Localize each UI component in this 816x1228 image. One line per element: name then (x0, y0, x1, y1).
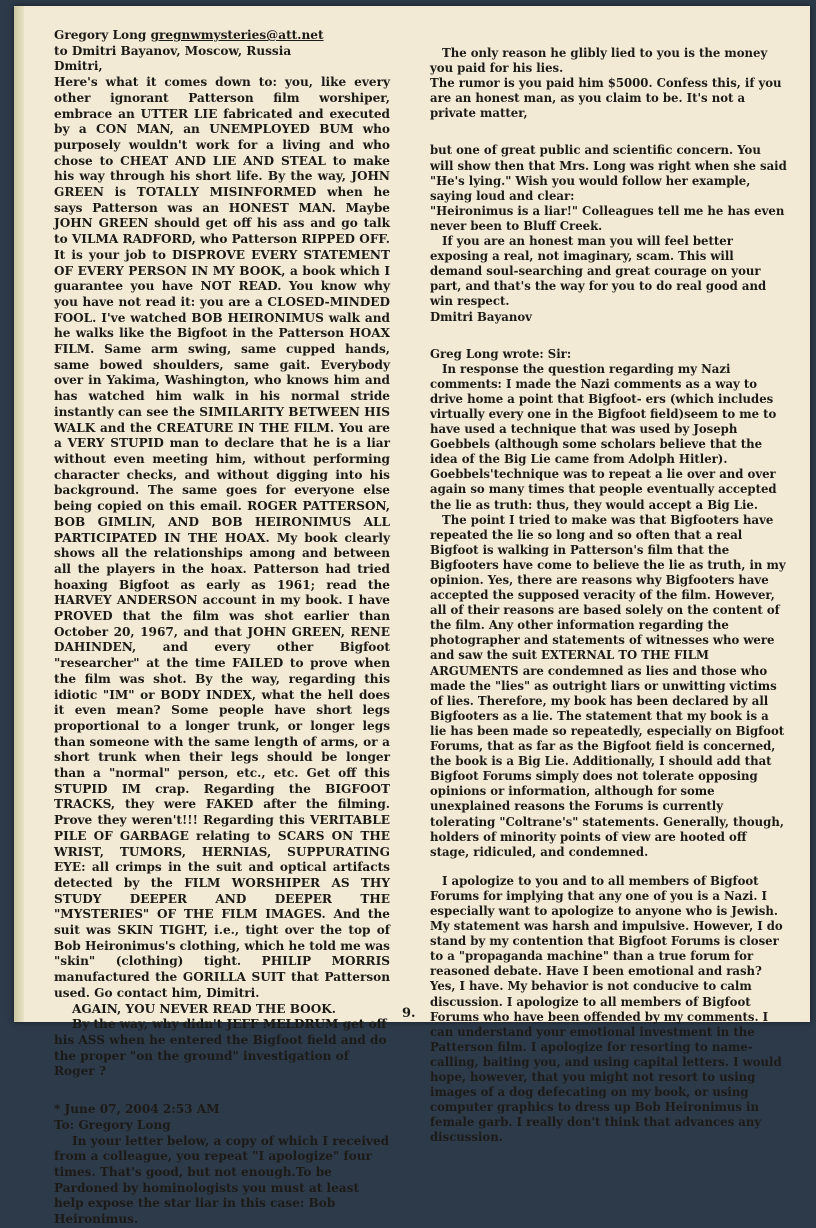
paragraph-9: I apologize to you and to all members of Bigfoot Forums for implying that any one of you is a Nazi. I especially want to apologize to anyone who is Jewish. My statement was harsh and impulsive. However, I do stand by my contention that Bigfoot Forums is closer to a "propaganda machine" than a true forum for reasoned debate. Have I been emotional and rash? Yes, I have. My behavior is not conducive to calm discussion. I apologize to all members of Bigfoot Forums who have been offended by my comments. I can understand your emotional investment in the Patterson film. I apologize for resorting to name-calling, baiting you, and using capital letters. I would hope, however, that you might not resort to using images of a dog defecating on my book, or using computer graphics to dress up Bob Heironimus in female garb. I really don't think that advances any discussion. (430, 873, 783, 1145)
salutation: Dmitri, (54, 59, 103, 74)
greg-wrote-line: Greg Long wrote: Sir: (430, 346, 572, 361)
paragraph-8: The point I tried to make was that Bigfooters have repeated the lie so long and so often that a real Bigfoot is walking in Patterson's film that the Bigfooters have come to believe the lie as truth, in my opinion. Yes, there are reasons why Bigfooters have accepted the supposed veracity of the film. However, all of their reasons are based solely on the content of the film. Any other information regarding the photographer and statements of witnesses who were and saw the suit EXTERNAL TO THE FILM ARGUMENTS are condemned as lies and those who made the "lies" as outright liars or unwitting victims of lies. Therefore, my book has been declared by all Bigfooters as a lie. The statement that my book is a lie has been made so repeatedly, especially on Bigfoot Forums, that as far as the Bigfoot field is concerned, the book is a Big Lie. Additionally, I should add that Bigfoot Forums simply does not tolerate opposing opinions or information, although for some unexplained reasons the Forums is currently tolerating "Coltrane's" statements. Generally, though, holders of minority points of view are hooted off stage, ridiculed, and condemned. (430, 512, 786, 859)
paragraph-7: Goebbels'technique was to repeat a lie over and over again so many times that people eventually accepted the lie as truth: thus, they would accept a Big Lie. (430, 467, 777, 512)
scanned-page (14, 6, 810, 1227)
recipient-line: to Dmitri Bayanov, Moscow, Russia (54, 43, 292, 58)
meldrum-paragraph: By the way, why didn't JEFF MELDRUM get off his ASS when he entered the Bigfoot field and do the proper "on the ground" investigation of Roger ? (54, 1017, 387, 1079)
left-column (54, 28, 390, 1228)
paragraph-2: The rumor is you paid him $5000. Confess this, if you are an honest man, as you claim to be. It's not a private matter, (430, 76, 782, 121)
sender-name: Gregory Long (54, 28, 147, 42)
paragraph-6: In response the question regarding my Nazi comments: I made the Nazi comments as a way to drive home a point that Bigfoot- ers (which includes virtually every one in the Bigfoot field)seem to me to have used a technique that was used by Joseph Goebbels (although some scholars believe that the idea of the Big Lie came from Adolph Hitler). (430, 361, 777, 467)
sender-line (54, 28, 390, 44)
sender-email: gregnwmysteries@att.net (150, 28, 324, 42)
never-read-line: AGAIN, YOU NEVER READ THE BOOK. (72, 1001, 336, 1016)
paragraph-1: The only reason he glibly lied to you is the money you paid for his lies. (430, 46, 768, 76)
paragraph-5: If you are an honest man you will feel better exposing a real, not imaginary, scam. This will demand soul-searching and great courage on your part, and that's the way for you to do real good and win respect. (430, 234, 767, 309)
reply-to: To: Gregory Long (54, 1117, 171, 1132)
page-number: 9. (402, 1006, 416, 1021)
letter-body: Here's what it comes down to: you, like every other ignorant Patterson film worshiper, embrace an UTTER LIE fabricated and executed by a CON MAN, an UNEMPLOYED BUM who purposely wouldn't work for a living and who chose to CHEAT AND LIE AND STEAL to make his way through his short life. By the way, JOHN GREEN is TOTALLY MISINFORMED when he says Patterson was an HONEST MAN. Maybe JOHN GREEN should get off his ass and go talk to VILMA RADFORD, who Patterson RIPPED OFF. It is your job to DISPROVE EVERY STATEMENT OF EVERY PERSON IN MY BOOK, a book which I guarantee you have NOT READ. You know why you have not read it: you are a CLOSED-MINDED FOOL. I've watched BOB HEIRONIMUS walk and he walks like the Bigfoot in the Patterson HOAX FILM. Same arm swing, same cupped hands, same bowed shoulders, same gait. Everybody over in Yakima, Washington, who knows him and has watched him walk in his normal stride instantly can see the SIMILARITY BETWEEN HIS WALK and the CREATURE IN THE FILM. You are a VERY STUPID man to declare that he is a liar without even meeting him, without performing character checks, and without digging into his background. The same goes for everyone else being copied on this email. ROGER PATTERSON, BOB GIMLIN, AND BOB HEIRONIMUS ALL PARTICIPATED IN THE HOAX. My book clearly shows all the relationships among and between all the players in the hoax. Patterson had tried hoaxing Bigfoot as early as 1961; read the HARVEY ANDERSON account in my book. I have PROVED that the film was shot earlier than October 20, 1967, and that JOHN GREEN, RENE DAHINDEN, and every other Bigfoot "researcher" at the time FAILED to prove when the film was shot. By the way, regarding this idiotic "IM" or BODY INDEX, what the hell does it even mean? Some people have short legs proportional to a longer trunk, or longer legs than someone with the same length of arms, or a short trunk when their legs should be longer than a "normal" person, etc., etc. Get off this STUPID IM crap. Regarding the BIGFOOT TRACKS, they were FAKED after the filming. Prove they weren't!!! Regarding this VERITABLE PILE OF GARBAGE relating to SCARS ON THE WRIST, TUMORS, HERNIAS, SUPPURATING EYE: all crimps in the suit and optical artifacts detected by the FILM WORSHIPER AS THY STUDY DEEPER AND DEEPER THE "MYSTERIES" OF THE FILM IMAGES. And the suit was SKIN TIGHT, i.e., tight over the top of Bob Heironimus's clothing, which he told me was "skin" (clothing) tight. PHILIP MORRIS manufactured the GORILLA SUIT that Patterson used. Go contact him, Dimitri. (54, 75, 390, 1000)
reply-paragraph: In your letter below, a copy of which I received from a colleague, you repeat "I apologize" four times. That's good, but not enough.To be Pardoned by hominologists you must at least help expose the star liar in this case: Bob Heironimus. (54, 1133, 390, 1227)
paragraph-4: "Heironimus is a liar!" Colleagues tell me he has even never been to Bluff Creek. (430, 203, 785, 233)
reply-date: * June 07, 2004 2:53 AM (54, 1102, 220, 1117)
signature: Dmitri Bayanov (430, 309, 532, 324)
right-column (430, 46, 788, 1145)
paragraph-3: but one of great public and scientific concern. You will show then that Mrs. Long was right when she said "He's lying." Wish you would follow her example, saying loud and clear: (430, 143, 787, 203)
